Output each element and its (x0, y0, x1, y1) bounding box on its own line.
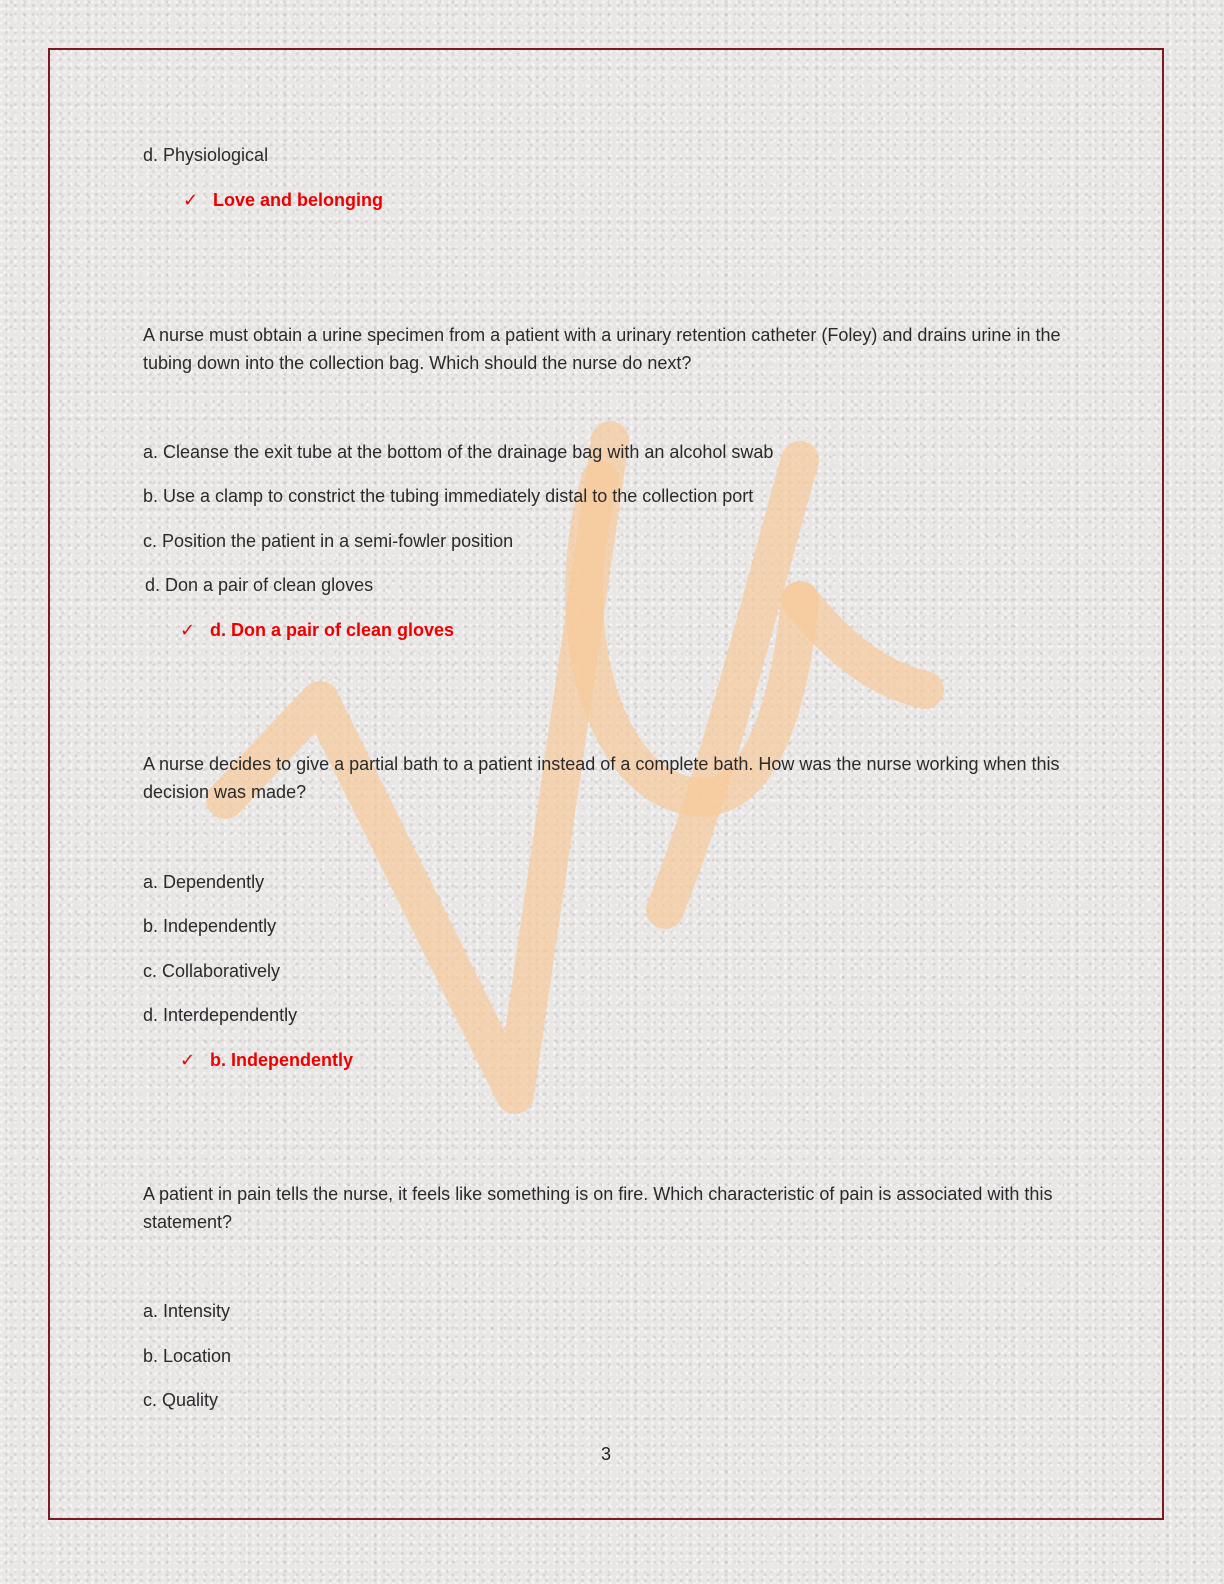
check-icon: ✓ (180, 620, 196, 640)
q2-answer-text: b. Independently (210, 1050, 354, 1070)
q3-option-c: c. Quality (143, 1390, 219, 1410)
prev-option-d: d. Physiological (143, 145, 269, 165)
q2-answer (180, 1046, 353, 1074)
q1-option-c: c. Position the patient in a semi-fowler position (143, 531, 514, 551)
q3-question: A patient in pain tells the nurse, it feels like something is on fire. Which characteristic of pain is associated with this statement? (143, 1184, 1053, 1232)
q2-option-b: b. Independently (143, 916, 277, 936)
prev-answer-text: Love and belonging (213, 190, 383, 210)
q3-option-a: a. Intensity (143, 1301, 231, 1321)
q1-question: A nurse must obtain a urine specimen from a patient with a urinary retention catheter (Foley) and drains urine in the tubing down into the collection bag. Which should the nurse do next? (143, 325, 1061, 373)
q2-question: A nurse decides to give a partial bath to a patient instead of a complete bath. How was the nurse working when this decision was made? (143, 754, 1060, 802)
q1-option-a: a. Cleanse the exit tube at the bottom of the drainage bag with an alcohol swab (143, 442, 774, 462)
q2-option-c: c. Collaboratively (143, 961, 281, 981)
q3-option-b: b. Location (143, 1346, 232, 1366)
prev-answer (183, 186, 383, 214)
q2-option-d: d. Interdependently (143, 1005, 298, 1025)
q1-option-d: d. Don a pair of clean gloves (145, 575, 374, 595)
q2-option-a: a. Dependently (143, 872, 265, 892)
page-number: 3 (600, 1444, 611, 1464)
q1-option-b: b. Use a clamp to constrict the tubing immediately distal to the collection port (143, 486, 754, 506)
check-icon: ✓ (180, 1050, 196, 1070)
q1-answer-text: d. Don a pair of clean gloves (210, 620, 455, 640)
check-icon: ✓ (183, 190, 199, 210)
q1-answer (180, 616, 454, 644)
